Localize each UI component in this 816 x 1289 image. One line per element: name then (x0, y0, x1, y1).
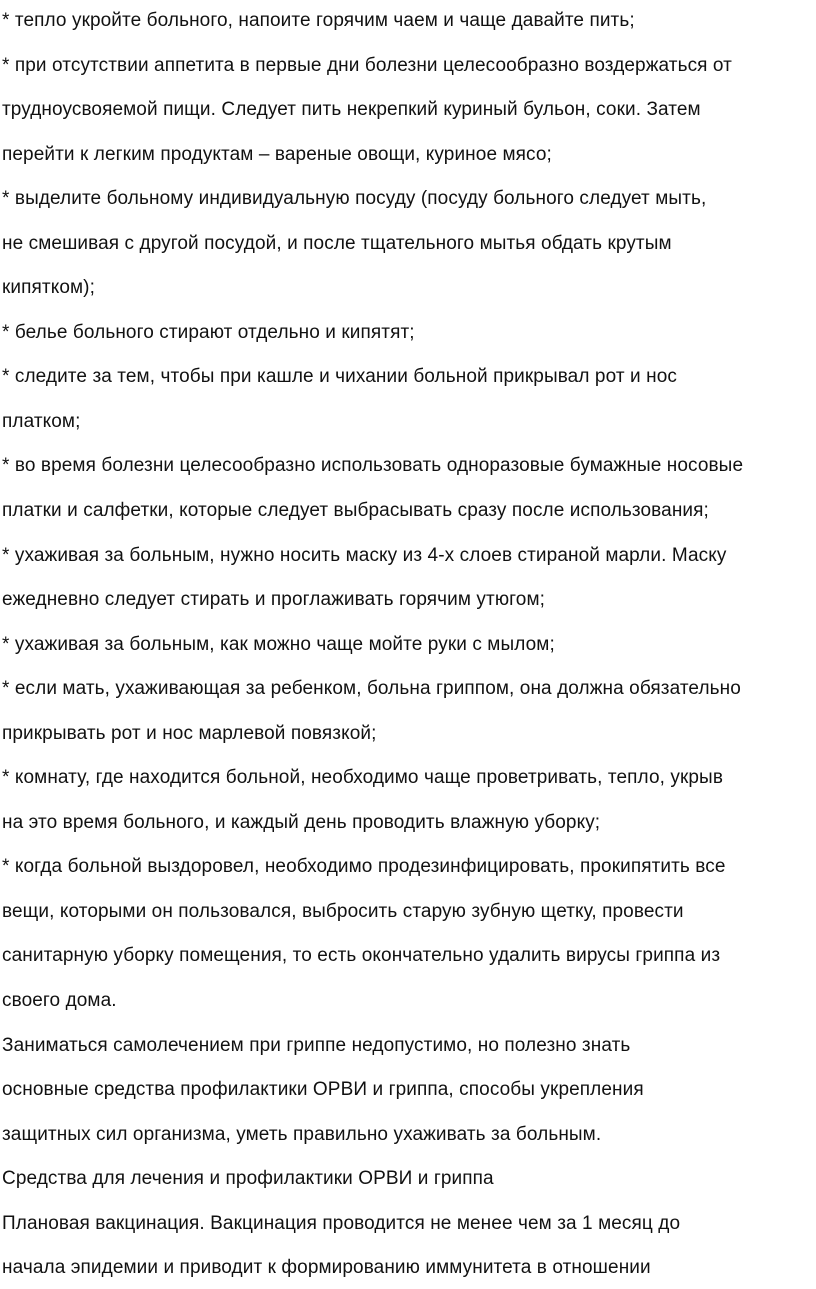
text-line: на это время больного, и каждый день проводить влажную уборку; (2, 811, 601, 833)
text-line: * во время болезни целесообразно использовать одноразовые бумажные носовые (2, 455, 744, 477)
text-line: * выделите больному индивидуальную посуду (посуду больного следует мыть, (2, 188, 707, 210)
text-line: основные средства профилактики ОРВИ и гриппа, способы укрепления (2, 1079, 644, 1101)
text-line: прикрывать рот и нос марлевой повязкой; (2, 722, 377, 744)
text-line: * ухаживая за больным, как можно чаще мойте руки с мылом; (2, 633, 555, 655)
text-line: перейти к легким продуктам – вареные овощи, куриное мясо; (2, 143, 552, 165)
text-line: не смешивая с другой посудой, и после тщательного мытья обдать крутым (2, 232, 672, 254)
text-line: * тепло укройте больного, напоите горячим чаем и чаще давайте пить; (2, 10, 635, 31)
text-line: ежедневно следует стирать и проглаживать горячим утюгом; (2, 589, 545, 611)
text-line: платки и салфетки, которые следует выбрасывать сразу после использования; (2, 500, 709, 522)
text-line: * если мать, ухаживающая за ребенком, больна гриппом, она должна обязательно (2, 678, 741, 700)
text-line: трудноусвояемой пищи. Следует пить некрепкий куриный бульон, соки. Затем (2, 99, 701, 121)
text-line: * белье больного стирают отдельно и кипятят; (2, 321, 415, 343)
text-line: вещи, которыми он пользовался, выбросить старую зубную щетку, провести (2, 900, 684, 922)
text-line: начала эпидемии и приводит к формированию иммунитета в отношении (2, 1257, 651, 1279)
text-line: Заниматься самолечением при гриппе недопустимо, но полезно знать (2, 1034, 631, 1056)
document-body-text (2, 0, 816, 1289)
text-line: * при отсутствии аппетита в первые дни болезни целесообразно воздержаться от (2, 54, 732, 76)
text-line: своего дома. (2, 990, 117, 1012)
text-line: Плановая вакцинация. Вакцинация проводится не менее чем за 1 месяц до (2, 1212, 681, 1234)
text-line: санитарную уборку помещения, то есть окончательно удалить вирусы гриппа из (2, 945, 721, 967)
text-line: защитных сил организма, уметь правильно ухаживать за больным. (2, 1123, 602, 1145)
text-line: * следите за тем, чтобы при кашле и чихании больной прикрывал рот и нос (2, 366, 677, 388)
text-line: * когда больной выздоровел, необходимо продезинфицировать, прокипятить все (2, 856, 726, 878)
text-line: * комнату, где находится больной, необходимо чаще проветривать, тепло, укрыв (2, 767, 724, 789)
text-line: * ухаживая за больным, нужно носить маску из 4-х слоев стираной марли. Маску (2, 544, 727, 566)
text-line: платком; (2, 410, 81, 432)
text-line: кипятком); (2, 277, 95, 299)
text-line: Средства для лечения и профилактики ОРВИ и гриппа (2, 1168, 494, 1190)
